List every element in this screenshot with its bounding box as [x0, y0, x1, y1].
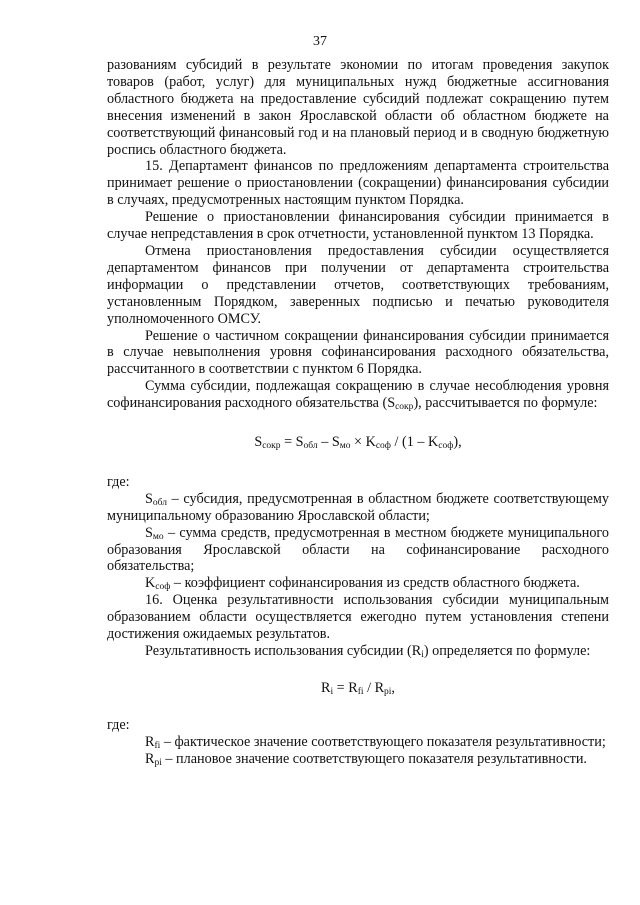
- where-label-1: где:: [107, 473, 130, 490]
- paragraph-15: 15. Департамент финансов по предложениям департамента строительства принимает решение о приостановлении (сокращении) финансирования субсидии в случаях, предусмотренных настоящим пунктом Порядка.: [107, 158, 609, 209]
- paragraph-partial-reduction: Решение о частичном сокращении финансирования субсидии принимается в случае невыполнения уровня софинансирования расходного обязательства, рассчитанного в соответствии с пунктом 6 Порядка.: [107, 327, 609, 378]
- document-body: [107, 57, 609, 768]
- paragraph-effectiveness: Результативность использования субсидии $(R_i)$ определяется по формуле:: [145, 643, 591, 660]
- formula-reduction: $S_{сокр} = S_{обл} - S_{мо} \times K_{соф} / (1 - K_{соф})$,: [254, 434, 462, 452]
- paragraph-16: 16. Оценка результативности использования субсидии муниципальным образованием области осуществляется ежегодно путем установления степени достижения ожидаемых результатов.: [107, 592, 609, 643]
- paragraph-intro: разованиям субсидий в результате экономии по итогам проведения закупок товаров (работ, услуг) для муниципальных нужд бюджетные ассигнования областного бюджета на предоставление субсидий подлежат сокращению путем внесения изменений в закон Ярославской области об областном бюджете на соответствующий финансовый год и на плановый период и в сводную бюджетную роспись областного бюджета.: [107, 57, 609, 158]
- definition-k-sof: $K_{соф}$ – коэффициент софинансирования из средств областного бюджета.: [145, 575, 580, 593]
- where-label-2: где:: [107, 716, 130, 733]
- definition-s-obl: $S_{обл}$ – субсидия, предусмотренная в областном бюджете соответствующему муниципальному образованию Ярославской области;: [107, 490, 609, 524]
- formula-effectiveness: $R_i = R_{fi} / R_{pi}$,: [321, 679, 395, 697]
- paragraph-suspension: Решение о приостановлении финансирования субсидии принимается в случае непредставления в срок отчетности, установленной пунктом 13 Порядка.: [107, 209, 609, 243]
- definition-s-mo: $S_{мо}$ – сумма средств, предусмотренная в местном бюджете муниципального образования Ярославской области на софинансирование расходного обязательства;: [107, 524, 609, 575]
- definition-r-fi: $R_{fi}$ – фактическое значение соответствующего показателя результативности;: [145, 733, 606, 751]
- paragraph-reduction-sum: Сумма субсидии, подлежащая сокращению в случае несоблюдения уровня софинансирования расходного обязательства $(S_{сокр})$, рассчитывается по формуле:: [107, 378, 609, 413]
- page-number: 37: [313, 34, 327, 49]
- paragraph-cancellation: Отмена приостановления предоставления субсидии осуществляется департаментом финансов при получении от департамента строительства информации о представлении отчетов, соответствующих требованиям, установленным Порядком, заверенных подписью и печатью руководителя уполномоченного ОМСУ.: [107, 242, 609, 327]
- definition-r-pi: $R_{pi}$ – плановое значение соответствующего показателя результативности.: [145, 750, 587, 768]
